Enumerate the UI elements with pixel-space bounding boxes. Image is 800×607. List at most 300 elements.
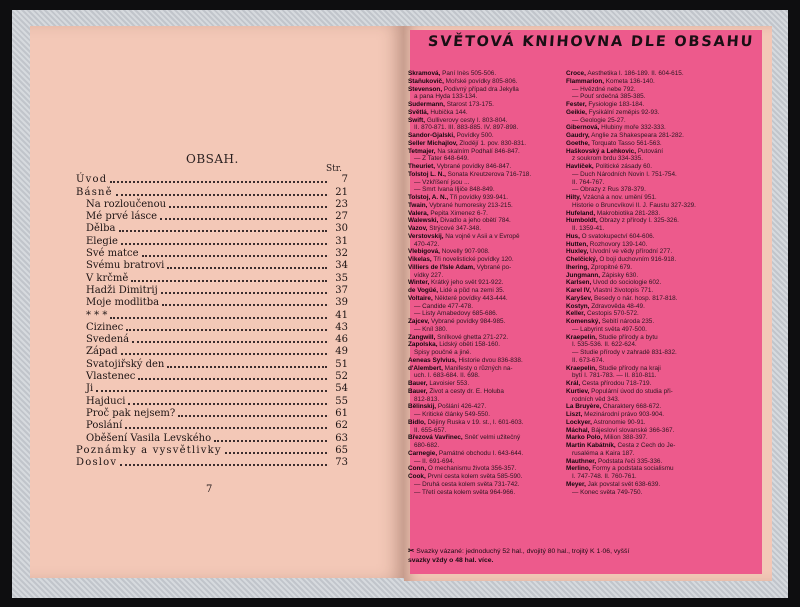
toc-entry-title: Poznámky a vysvětlivky bbox=[76, 444, 222, 456]
catalog-entry bbox=[566, 140, 736, 148]
toc-entry bbox=[76, 309, 348, 321]
catalog-work: Život a cesty dr. E. Holuba bbox=[427, 387, 504, 395]
catalog-work: Kometa 136-140. bbox=[604, 77, 655, 85]
toc-entry bbox=[76, 272, 348, 284]
dot-leader bbox=[121, 353, 327, 355]
catalog-entry bbox=[408, 132, 578, 140]
dot-leader bbox=[96, 390, 327, 392]
catalog-author: Sudermann, bbox=[408, 101, 445, 108]
catalog-work: Spisy poučné a jiné. bbox=[414, 349, 472, 356]
catalog-entry bbox=[566, 481, 736, 489]
catalog-entry bbox=[408, 489, 578, 497]
dot-leader bbox=[128, 403, 327, 405]
catalog-work: Hlubiny moře 332-333. bbox=[599, 124, 666, 132]
catalog-author: Karyšev, bbox=[566, 294, 593, 302]
catalog-entry bbox=[408, 93, 578, 101]
toc-entry bbox=[76, 322, 348, 334]
catalog-work: II. 870-871. III. 883-885. IV. 897-898. bbox=[414, 124, 519, 132]
catalog-work: Starost 173-175. bbox=[444, 101, 494, 108]
catalog-entry bbox=[408, 434, 578, 442]
catalog-author: Geikie, bbox=[566, 108, 587, 116]
catalog-work: — II. 691-694. bbox=[414, 457, 455, 465]
toc-entry-title: Vlastenec bbox=[86, 371, 136, 383]
dot-leader bbox=[131, 280, 327, 282]
catalog-entry bbox=[408, 264, 578, 272]
dot-leader bbox=[160, 218, 327, 220]
dot-leader bbox=[178, 415, 327, 417]
dot-leader bbox=[142, 255, 327, 257]
catalog-work: 470-472. bbox=[414, 240, 440, 248]
catalog-entry bbox=[566, 372, 736, 380]
catalog-author: Ihering, bbox=[566, 263, 590, 271]
catalog-author: Vikelas, bbox=[408, 256, 432, 263]
catalog-entry bbox=[566, 458, 736, 466]
catalog-work: Hubička 144. bbox=[428, 108, 468, 116]
catalog-work: — Třetí cesta kolem světa 964-966. bbox=[414, 488, 516, 496]
catalog-column-right bbox=[566, 70, 736, 496]
catalog-entry bbox=[566, 233, 736, 241]
catalog-author: Máchal, bbox=[566, 426, 590, 434]
catalog-author: Fester, bbox=[566, 101, 587, 108]
catalog-work: O svatokupectví 604-606. bbox=[579, 232, 655, 240]
catalog-author: Hilty, bbox=[566, 194, 582, 201]
catalog-work: První cesta kolem světa 585-590. bbox=[425, 473, 523, 480]
catalog-author: Karlsen, bbox=[566, 279, 592, 287]
catalog-entry bbox=[408, 403, 578, 411]
catalog-entry bbox=[566, 349, 736, 357]
catalog-work: Na skalním Podhalí 846-847. bbox=[435, 147, 520, 155]
catalog-work: Tři novelistické povídky 120. bbox=[431, 256, 514, 263]
catalog-author: Šeller Michajlov, bbox=[408, 139, 458, 147]
catalog-work: Studie přírody na kraji bbox=[596, 364, 661, 372]
toc-entry-title: Proč pak nejsem? bbox=[86, 407, 176, 419]
dot-leader bbox=[132, 341, 327, 343]
catalog-entry bbox=[408, 256, 578, 264]
catalog-work: — Duch Národních Novin I. 751-754. bbox=[572, 170, 677, 178]
catalog-entry bbox=[566, 155, 736, 163]
catalog-author: Conn, bbox=[408, 465, 427, 473]
catalog-work: — Obrazy z Rus 378-379. bbox=[572, 186, 646, 194]
catalog-entry bbox=[408, 310, 578, 318]
toc-entry-page: 43 bbox=[335, 321, 348, 333]
toc-entry-title: V krčmě bbox=[86, 272, 129, 284]
toc-entry-title: Cizinec bbox=[86, 321, 124, 333]
page-number: 7 bbox=[206, 484, 213, 495]
catalog-entry bbox=[566, 210, 736, 218]
catalog-entry bbox=[566, 411, 736, 419]
catalog-work: I. 535-536. II. 622-624. bbox=[572, 341, 637, 349]
catalog-entry bbox=[566, 427, 736, 435]
catalog-author: Hufeland, bbox=[566, 209, 596, 217]
catalog-work: Astronomie 90-91. bbox=[591, 418, 646, 426]
catalog-entry bbox=[566, 186, 736, 194]
catalog-entry bbox=[566, 403, 736, 411]
catalog-work: Zdravověda 48-49. bbox=[589, 302, 645, 310]
catalog-work: — Labyrint světa 497-500. bbox=[572, 325, 647, 333]
catalog-entry bbox=[566, 217, 736, 225]
toc-entry-page: 51 bbox=[335, 358, 348, 370]
catalog-work: II. 673-674. bbox=[572, 356, 605, 364]
catalog-entry bbox=[408, 442, 578, 450]
catalog-author: Verstovskij, bbox=[408, 232, 444, 240]
catalog-entry bbox=[566, 295, 736, 303]
catalog-author: de Vogüé, bbox=[408, 287, 439, 294]
catalog-author: Kraepelin, bbox=[566, 333, 597, 341]
catalog-entry bbox=[566, 93, 736, 101]
toc-entry-page: 54 bbox=[335, 383, 348, 395]
catalog-author: Vlebigová, bbox=[408, 248, 440, 256]
catalog-entry bbox=[566, 179, 736, 187]
catalog-author: Cook, bbox=[408, 473, 426, 480]
advertisement-title: SVĚTOVÁ KNIHOVNA DLE OBSAHU bbox=[427, 34, 755, 50]
catalog-author: Hus, bbox=[566, 232, 580, 240]
toc-entry-page: 30 bbox=[335, 223, 348, 235]
toc-entry-title: Ji bbox=[86, 383, 94, 395]
toc-entry-page: 73 bbox=[335, 457, 348, 469]
catalog-entry bbox=[566, 326, 736, 334]
catalog-entry bbox=[408, 109, 578, 117]
catalog-author: Skramová, bbox=[408, 70, 441, 77]
catalog-entry bbox=[408, 233, 578, 241]
catalog-entry bbox=[408, 186, 578, 194]
catalog-author: Světlá, bbox=[408, 108, 429, 116]
catalog-work: — Listy Amabedovy 685-686. bbox=[414, 310, 498, 318]
catalog-author: Havlíček, bbox=[566, 163, 594, 170]
catalog-work: Snílkové ghetta 271-272. bbox=[435, 333, 509, 341]
catalog-author: Staňukovič, bbox=[408, 77, 444, 85]
toc-entry bbox=[76, 297, 348, 309]
catalog-work: rodních věd 343. bbox=[572, 395, 620, 403]
dot-leader bbox=[167, 267, 327, 269]
catalog-work: Úvod do sociologie 602. bbox=[591, 279, 662, 287]
catalog-author: Šandor-Gjalski, bbox=[408, 132, 455, 139]
dot-leader bbox=[110, 317, 327, 319]
catalog-work: 812-813. bbox=[414, 395, 440, 403]
catalog-work: Formy a podstata socialismu bbox=[590, 465, 674, 473]
toc-entry-title: Moje modlitba bbox=[86, 297, 160, 309]
catalog-entry bbox=[408, 140, 578, 148]
catalog-entry bbox=[408, 450, 578, 458]
toc-entry-title: Své matce bbox=[86, 248, 139, 260]
catalog-entry bbox=[566, 101, 736, 109]
catalog-work: Jak povstal svět 638-639. bbox=[585, 480, 661, 488]
catalog-work: z soukrom brdu 334-335. bbox=[572, 155, 644, 163]
catalog-work: O boji duchovním 916-918. bbox=[597, 256, 677, 263]
catalog-work: Historie dvou 836-838. bbox=[456, 356, 523, 364]
catalog-entry bbox=[408, 295, 578, 303]
toc-entry-page: 55 bbox=[335, 395, 348, 407]
dot-leader bbox=[138, 378, 327, 380]
catalog-entry bbox=[408, 210, 578, 218]
catalog-entry bbox=[566, 272, 736, 280]
catalog-work: — Vzkříšení jsou ... bbox=[414, 178, 470, 186]
dot-leader bbox=[161, 292, 327, 294]
catalog-entry bbox=[566, 256, 736, 264]
toc-entry-page: 7 bbox=[341, 174, 348, 186]
toc-entry-title: Doslov bbox=[76, 457, 118, 469]
toc-entry-title: Svému bratrovi bbox=[86, 260, 165, 272]
catalog-author: Goethe, bbox=[566, 139, 590, 147]
catalog-entry bbox=[566, 171, 736, 179]
catalog-entry bbox=[408, 202, 578, 210]
catalog-work: Politické zásady 60. bbox=[593, 163, 652, 170]
catalog-entry bbox=[566, 318, 736, 326]
catalog-author: Humboldt, bbox=[566, 217, 598, 225]
catalog-author: Kurtiev, bbox=[566, 387, 590, 395]
price-footer: ✂ Svazky vázané: jednoduchý 52 hal., dvojitý 80 hal., trojitý K 1·06, vyšší svazky vždy o 48 hal. více. bbox=[408, 547, 748, 565]
toc-entry bbox=[76, 174, 348, 186]
dot-leader bbox=[169, 206, 327, 208]
catalog-work: Podstata řeči 335-336. bbox=[596, 457, 663, 465]
catalog-work: Sebití národa 235. bbox=[600, 318, 655, 325]
catalog-work: Obrazy z přírody I. 325-326. bbox=[597, 217, 679, 225]
catalog-work: Vybrané povídky 984-985. bbox=[429, 318, 506, 325]
catalog-work: Vybrané humoresky 213-215. bbox=[427, 201, 513, 209]
catalog-work: Mořské povídky 805-806. bbox=[443, 77, 518, 85]
catalog-author: Swift, bbox=[408, 116, 426, 124]
toc-entry bbox=[76, 186, 348, 198]
catalog-work: Sonata Kreutzerova 716-718. bbox=[445, 170, 532, 178]
toc-entry bbox=[76, 408, 348, 420]
catalog-author: Bidlo, bbox=[408, 418, 426, 426]
catalog-entry bbox=[408, 388, 578, 396]
toc-entry bbox=[76, 334, 348, 346]
catalog-work: Torquato Tasso 561-563. bbox=[589, 139, 662, 147]
catalog-work: Vzácná a nov. umění 951. bbox=[581, 194, 657, 201]
catalog-author: Winter, bbox=[408, 279, 430, 287]
catalog-work: Anglie za Shakespeara 281-282. bbox=[589, 132, 684, 139]
catalog-author: Tolstoj L. N., bbox=[408, 170, 446, 178]
catalog-work: II. 764-767. bbox=[572, 178, 605, 186]
catalog-entry bbox=[408, 419, 578, 427]
catalog-work: Zlodějí 1. pov. 830-831. bbox=[457, 139, 527, 147]
catalog-entry bbox=[566, 70, 736, 78]
catalog-entry bbox=[408, 303, 578, 311]
toc-entry-title: Úvod bbox=[76, 174, 108, 186]
catalog-entry bbox=[566, 279, 736, 287]
toc-entry-title: Mé prvé lásce bbox=[86, 211, 158, 223]
toc-entry-title: Hadži Dimitrij bbox=[86, 284, 158, 296]
dot-leader bbox=[110, 181, 327, 183]
catalog-author: Mauthner, bbox=[566, 457, 597, 465]
catalog-work: Některé povídky 443-444. bbox=[432, 294, 508, 302]
catalog-work: Paní Inès 505-506. bbox=[440, 70, 497, 77]
catalog-work: Lidský oběti 158-160. bbox=[437, 341, 501, 349]
catalog-work: Na vojně v Asii a v Evropě bbox=[443, 232, 520, 240]
catalog-work: Povídky 500. bbox=[454, 132, 494, 139]
catalog-author: Gaudry, bbox=[566, 132, 590, 139]
toc-entry-page: 39 bbox=[335, 297, 348, 309]
dot-leader bbox=[116, 194, 327, 196]
catalog-work: vídky 227. bbox=[414, 271, 444, 279]
toc-entry-page: 41 bbox=[335, 309, 348, 321]
catalog-entry bbox=[408, 334, 578, 342]
catalog-author: Vazov, bbox=[408, 225, 428, 232]
catalog-entry bbox=[566, 419, 736, 427]
catalog-entry bbox=[566, 365, 736, 373]
catalog-work: Milion 388-397. bbox=[602, 434, 648, 442]
catalog-work: 680-682. bbox=[414, 442, 440, 449]
catalog-work: Cestopis 570-572. bbox=[585, 310, 639, 318]
catalog-work: Pepita Ximenez 6-7. bbox=[428, 209, 488, 217]
toc-entry-page: 34 bbox=[335, 260, 348, 272]
catalog-work: — Druhá cesta kolem světa 731-742. bbox=[414, 480, 520, 488]
catalog-work: Gulliverovy cesty I. 803-804. bbox=[425, 116, 508, 124]
catalog-work: — Geologie 25-27. bbox=[572, 116, 626, 124]
catalog-work: Úvodní ve vědy přírodní 277. bbox=[588, 248, 673, 256]
toc-entry-title: Západ bbox=[86, 346, 118, 358]
catalog-entry bbox=[408, 465, 578, 473]
catalog-work: Divadlo a jeho obětí 784. bbox=[438, 217, 511, 225]
dot-leader bbox=[162, 304, 327, 306]
catalog-entry bbox=[566, 132, 736, 140]
toc-entry bbox=[76, 235, 348, 247]
catalog-work: — Konec světa 749-750. bbox=[572, 488, 643, 496]
dot-leader bbox=[126, 329, 327, 331]
toc-entry bbox=[76, 211, 348, 223]
catalog-entry bbox=[566, 388, 736, 396]
catalog-work: Vybrané povídky 846-847. bbox=[435, 163, 512, 170]
catalog-entry bbox=[408, 171, 578, 179]
toc-entry-page: 61 bbox=[335, 407, 348, 419]
catalog-entry bbox=[408, 70, 578, 78]
catalog-entry bbox=[408, 365, 578, 373]
catalog-entry bbox=[408, 194, 578, 202]
catalog-entry bbox=[566, 264, 736, 272]
catalog-work: — Kritické články 549-550. bbox=[414, 411, 491, 418]
catalog-entry bbox=[408, 124, 578, 132]
catalog-author: Březová Vavřinec, bbox=[408, 434, 463, 442]
catalog-work: uch. I. 683-684. II. 698. bbox=[414, 372, 480, 380]
catalog-author: Chelčický, bbox=[566, 256, 598, 263]
price-line-2: svazky vždy o 48 hal. více. bbox=[408, 556, 494, 564]
catalog-entry bbox=[566, 287, 736, 295]
catalog-author: Voltaire, bbox=[408, 294, 433, 302]
catalog-author: Croce, bbox=[566, 70, 586, 77]
dot-leader bbox=[225, 452, 327, 454]
catalog-work: Krátký jeho svět 921-922. bbox=[429, 279, 504, 287]
catalog-author: Merlino, bbox=[566, 465, 591, 473]
catalog-entry bbox=[408, 117, 578, 125]
catalog-work: Cesta z Čech do Je- bbox=[615, 442, 676, 449]
catalog-entry bbox=[408, 357, 578, 365]
toc-entry-title: * * * bbox=[86, 309, 108, 321]
catalog-work: Památné obchodu I. 643-644. bbox=[437, 449, 524, 457]
catalog-work: Strýcové 347-348. bbox=[427, 225, 482, 232]
catalog-entry bbox=[566, 380, 736, 388]
catalog-author: Tolstoj, A. N., bbox=[408, 194, 449, 201]
catalog-entry bbox=[566, 450, 736, 458]
catalog-author: Komenský, bbox=[566, 318, 601, 325]
catalog-work: Studie přírody a bytu bbox=[596, 333, 658, 341]
dot-leader bbox=[120, 464, 327, 466]
catalog-entry bbox=[408, 411, 578, 419]
toc-entry bbox=[76, 248, 348, 260]
catalog-entry bbox=[566, 117, 736, 125]
catalog-author: d'Alembert, bbox=[408, 364, 443, 372]
catalog-work: Fysiologie 183-184. bbox=[586, 101, 645, 108]
catalog-entry bbox=[408, 86, 578, 94]
catalog-author: Hutten, bbox=[566, 240, 589, 248]
catalog-author: Keller, bbox=[566, 310, 586, 318]
catalog-work: Aesthetika I. 186-189. II. 604-615. bbox=[585, 70, 684, 77]
catalog-entry bbox=[566, 341, 736, 349]
toc-entry-title: Na rozloučenou bbox=[86, 198, 167, 210]
catalog-author: Zangwill, bbox=[408, 333, 436, 341]
dot-leader bbox=[125, 427, 327, 429]
toc-entry-page: 21 bbox=[335, 186, 348, 198]
catalog-entry bbox=[408, 101, 578, 109]
toc-entry bbox=[76, 223, 348, 235]
toc-entry-page: 62 bbox=[335, 420, 348, 432]
catalog-work: Podivný případ dra Jekylla bbox=[442, 85, 519, 93]
toc-entry bbox=[76, 358, 348, 370]
toc-entry bbox=[76, 199, 348, 211]
catalog-entry bbox=[408, 78, 578, 86]
catalog-work: — Z Tater 648-649. bbox=[414, 155, 469, 163]
catalog-entry bbox=[566, 241, 736, 249]
toc-entry-title: Elegie bbox=[86, 235, 118, 247]
catalog-entry bbox=[566, 202, 736, 210]
catalog-entry bbox=[408, 217, 578, 225]
toc-entry bbox=[76, 260, 348, 272]
toc-entry-page: 37 bbox=[335, 284, 348, 296]
catalog-entry bbox=[408, 380, 581, 388]
table-of-contents bbox=[76, 174, 348, 469]
catalog-author: Jungmann, bbox=[566, 271, 601, 279]
catalog-work: bytí I. 781-783. — II. 810-811. bbox=[572, 372, 657, 380]
catalog-work: Cesta přírodou 718-719. bbox=[580, 380, 652, 387]
catalog-author: Martin Kabátník, bbox=[566, 442, 616, 449]
catalog-author: Tetmajer, bbox=[408, 147, 436, 155]
catalog-entry bbox=[408, 279, 578, 287]
catalog-entry bbox=[566, 442, 736, 450]
catalog-work: rusaléma a Kaira 187. bbox=[572, 449, 635, 457]
catalog-entry bbox=[408, 481, 578, 489]
catalog-entry bbox=[566, 124, 736, 132]
toc-entry-page: 65 bbox=[335, 444, 348, 456]
catalog-work: — Pouť srdečná 385-385. bbox=[572, 93, 646, 101]
toc-entry bbox=[76, 395, 348, 407]
catalog-entry bbox=[566, 473, 736, 481]
catalog-work: Vlastní životopis 771. bbox=[591, 287, 654, 294]
catalog-work: — Hvězdné nebe 792. bbox=[572, 85, 636, 93]
catalog-author: Bělinskij, bbox=[408, 403, 437, 411]
catalog-author: La Bruyère, bbox=[566, 403, 602, 411]
catalog-entry bbox=[408, 287, 578, 295]
catalog-author: Zajcev, bbox=[408, 318, 430, 325]
toc-entry bbox=[76, 432, 348, 444]
dot-leader bbox=[119, 230, 328, 232]
catalog-entry bbox=[408, 473, 578, 481]
catalog-work: Lavoisier 553. bbox=[427, 380, 470, 387]
catalog-work: Manifesty o různých na- bbox=[442, 364, 513, 372]
catalog-entry bbox=[566, 225, 736, 233]
toc-entry-title: Básně bbox=[76, 186, 113, 198]
catalog-work: Putování bbox=[635, 147, 663, 155]
catalog-work: Sněť velmi užitečný bbox=[462, 434, 521, 442]
catalog-author: Karel IV, bbox=[566, 287, 591, 294]
dot-leader bbox=[121, 243, 327, 245]
toc-entry-title: Hajduci bbox=[86, 395, 126, 407]
toc-entry bbox=[76, 445, 348, 457]
catalog-work: Pošlání 426-427. bbox=[436, 403, 487, 411]
catalog-entry bbox=[408, 225, 578, 233]
catalog-author: Gibernová, bbox=[566, 124, 600, 132]
toc-entry-page: 46 bbox=[335, 334, 348, 346]
catalog-author: Valera, bbox=[408, 209, 429, 217]
toc-entry-title: Dělba bbox=[86, 223, 116, 235]
